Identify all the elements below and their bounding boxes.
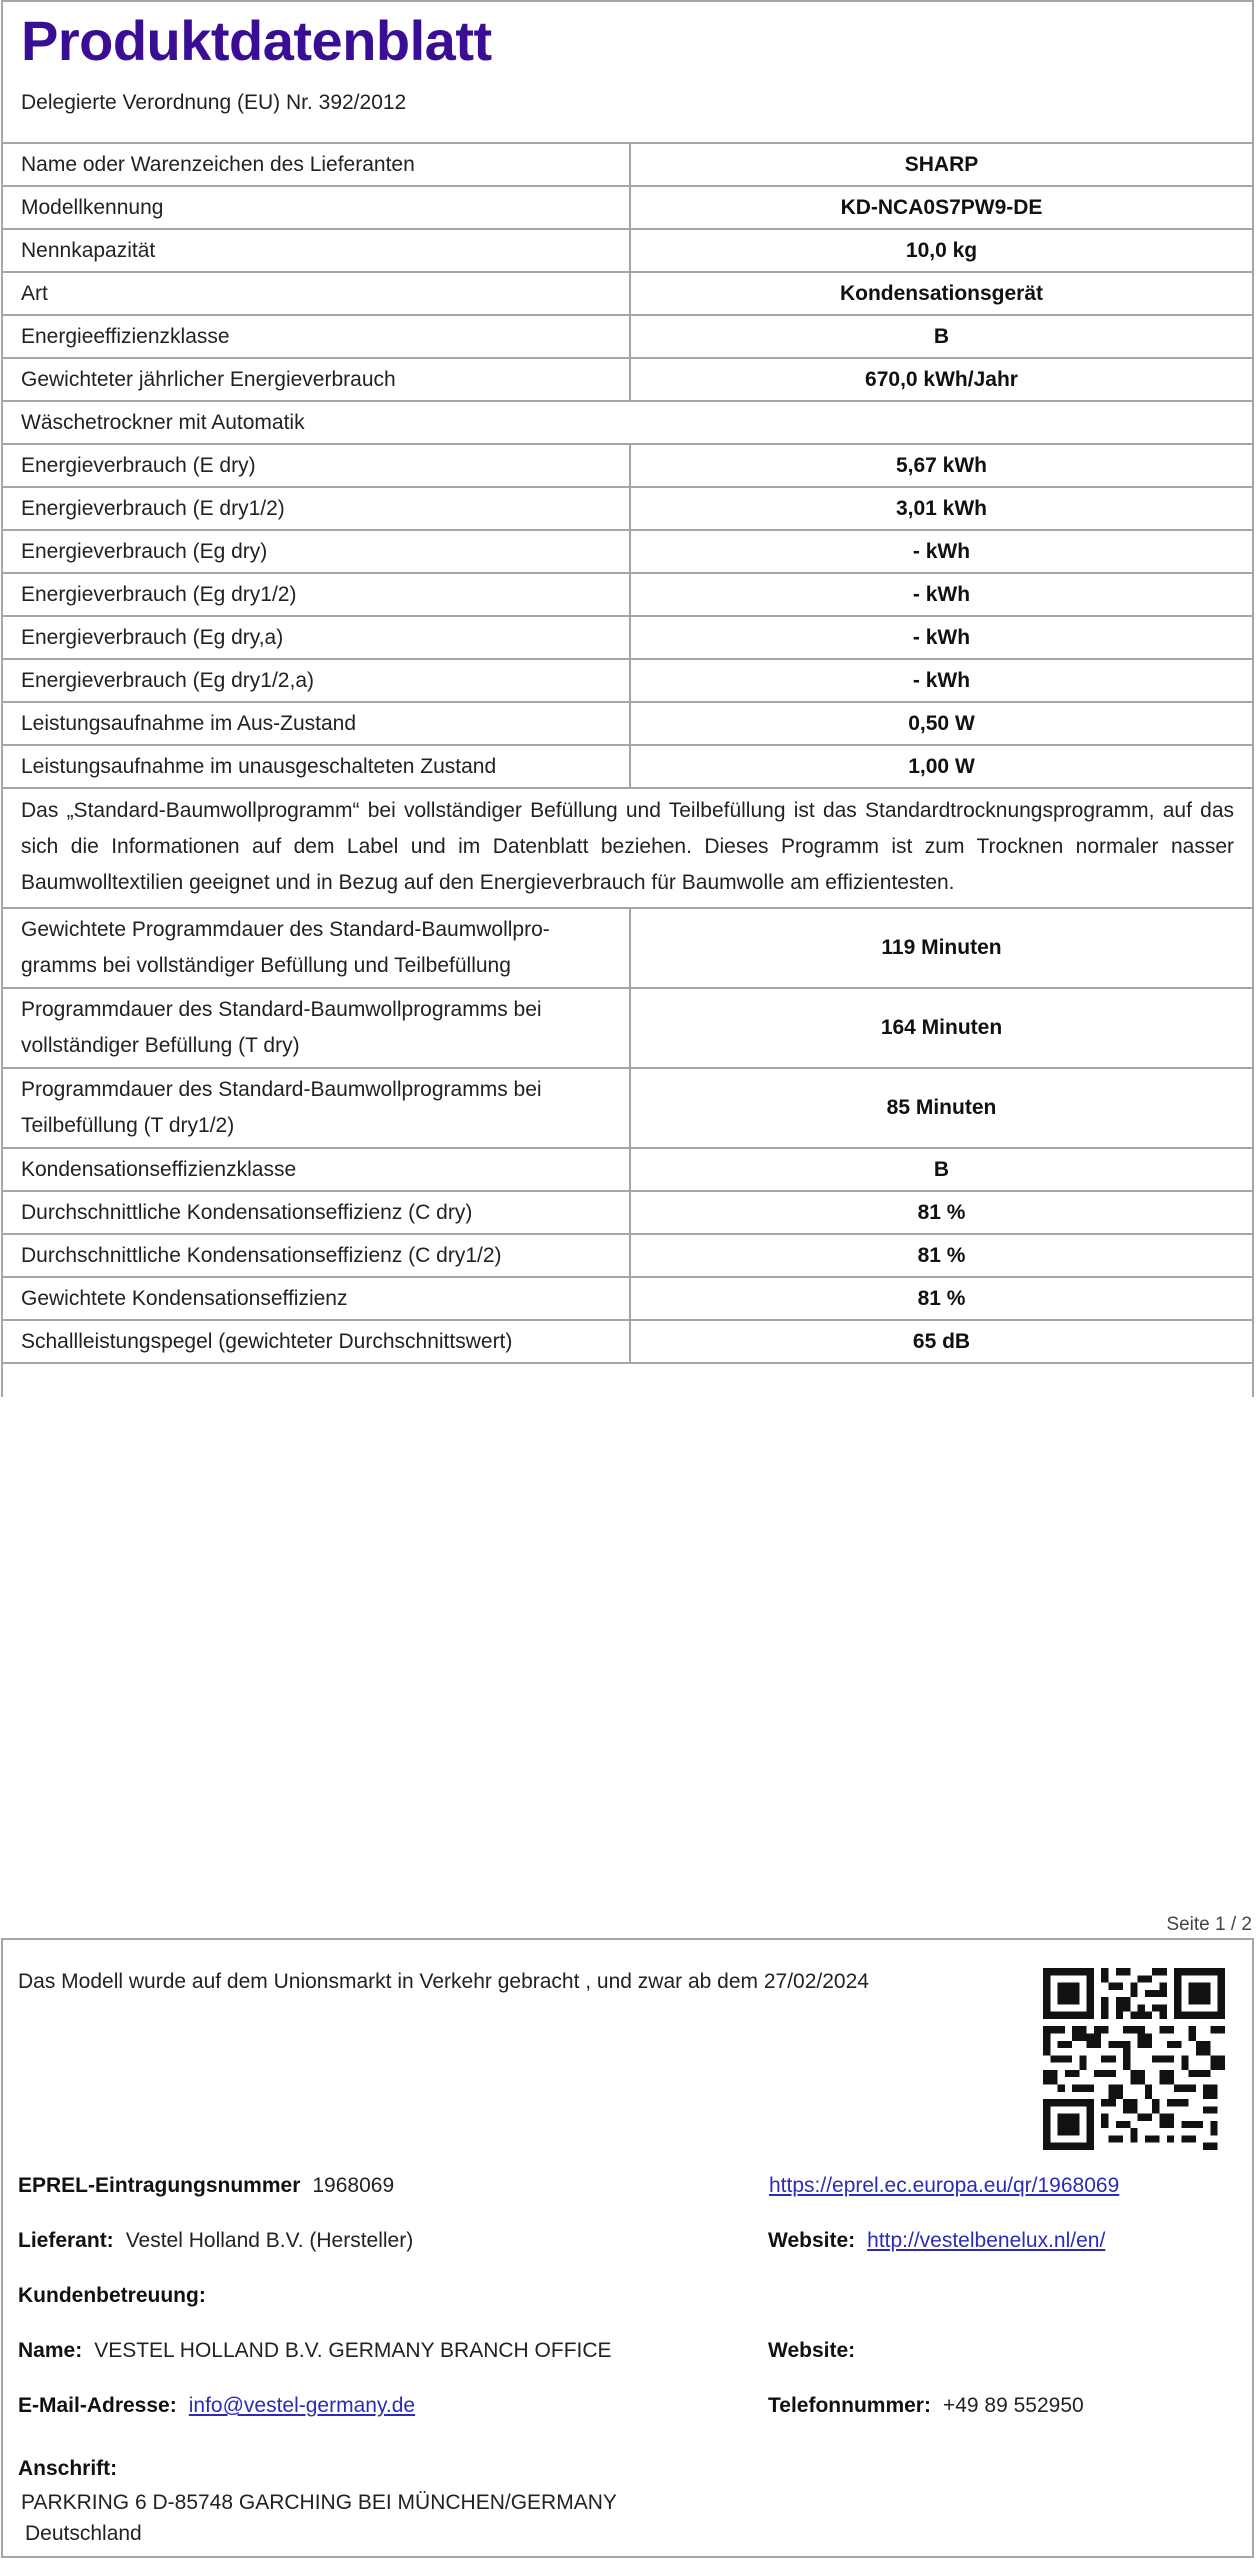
table-row [2, 186, 1253, 229]
table-row [2, 988, 1253, 1068]
page-indicator: Seite 1 / 2 [1166, 1914, 1252, 1935]
table-row [2, 1320, 1253, 1363]
row-value: 81 % [630, 1191, 1253, 1234]
row-value: B [630, 315, 1253, 358]
row-value: 10,0 kg [630, 229, 1253, 272]
product-data-sheet [1, 0, 1254, 1397]
eprel-label: EPREL-Eintragungsnummer [18, 2174, 301, 2197]
qr-code-icon[interactable] [1043, 1968, 1225, 2150]
address-label: Anschrift: [18, 2457, 118, 2480]
table-row [2, 444, 1253, 487]
row-value: 5,67 kWh [630, 444, 1253, 487]
supplier-name: Vestel Holland B.V. (Hersteller) [125, 2229, 414, 2252]
row-value: 81 % [630, 1277, 1253, 1320]
row-label: Nennkapazität [2, 229, 630, 272]
support-website-row [768, 2339, 867, 2363]
row-value: - kWh [630, 530, 1253, 573]
standard-program-note: Das „Standard-Baumwollprogramm“ bei vollständiger Befüllung und Teilbefüllung ist das Standardtrocknungsprogramm, auf das sich die Informationen auf dem Label und im Datenblatt beziehen. Dieses Programm ist zum Trocknen normaler nasser Baumwolltextilien geeignet und in Bezug auf den Energieverbrauch für Baumwolle am effizientesten. [2, 788, 1253, 908]
row-label: Energieverbrauch (Eg dry1/2,a) [2, 659, 630, 702]
row-value: - kWh [630, 616, 1253, 659]
row-value: 164 Minuten [630, 988, 1253, 1068]
row-value: 119 Minuten [630, 908, 1253, 988]
eprel-registration [18, 2174, 394, 2198]
table-row [2, 573, 1253, 616]
supplier-label: Lieferant: [18, 2229, 114, 2252]
table-row [2, 487, 1253, 530]
row-label: Energieeffizienzklasse [2, 315, 630, 358]
eprel-link[interactable]: https://eprel.ec.europa.eu/qr/1968069 [769, 2174, 1120, 2197]
email-label: E-Mail-Adresse: [18, 2394, 177, 2417]
supplier-row [18, 2229, 413, 2253]
support-website-label: Website: [768, 2339, 856, 2362]
page-title: Produktdatenblatt [21, 9, 492, 72]
table-row [2, 1068, 1253, 1148]
table-row [2, 229, 1253, 272]
row-label: Gewichtete Programmdauer des Standard-Baumwollprogramms bei vollständiger Befüllung und Teilbefüllung [2, 908, 630, 988]
table-row [2, 745, 1253, 788]
note-row [2, 788, 1253, 908]
row-label: Energieverbrauch (E dry1/2) [2, 487, 630, 530]
row-value: 85 Minuten [630, 1068, 1253, 1148]
row-value: Kondensationsgerät [630, 272, 1253, 315]
row-label: Programmdauer des Standard-Baumwollprogramms bei Teilbefüllung (T dry1/2) [2, 1068, 630, 1148]
table-row [2, 1234, 1253, 1277]
spec-table [1, 142, 1254, 1364]
regulation-subtitle: Delegierte Verordnung (EU) Nr. 392/2012 [21, 91, 407, 114]
email-link[interactable]: info@vestel-germany.de [188, 2394, 416, 2417]
row-label: Leistungsaufnahme im unausgeschalteten Zustand [2, 745, 630, 788]
row-label: Gewichtete Kondensationseffizienz [2, 1277, 630, 1320]
table-row [2, 315, 1253, 358]
row-label: Energieverbrauch (Eg dry,a) [2, 616, 630, 659]
address-line-1: PARKRING 6 D-85748 GARCHING BEI MÜNCHEN/GERMANY [21, 2491, 617, 2514]
sheet-header [3, 2, 1252, 142]
section-row [2, 401, 1253, 444]
table-row [2, 530, 1253, 573]
market-date-text: Das Modell wurde auf dem Unionsmarkt in Verkehr gebracht , und zwar ab dem 27/02/2024 [18, 1970, 869, 1993]
row-value: SHARP [630, 143, 1253, 186]
table-row [2, 1148, 1253, 1191]
row-value: KD-NCA0S7PW9-DE [630, 186, 1253, 229]
row-label: Modellkennung [2, 186, 630, 229]
row-value: 65 dB [630, 1320, 1253, 1363]
table-row [2, 616, 1253, 659]
support-heading-row [18, 2284, 218, 2308]
row-label: Gewichteter jährlicher Energieverbrauch [2, 358, 630, 401]
support-name-row [18, 2339, 612, 2363]
row-value: 3,01 kWh [630, 487, 1253, 530]
footer-info-box [1, 1938, 1254, 2558]
row-label: Energieverbrauch (E dry) [2, 444, 630, 487]
row-label: Programmdauer des Standard-Baumwollprogramms bei vollständiger Befüllung (T dry) [2, 988, 630, 1068]
row-value: - kWh [630, 659, 1253, 702]
table-row [2, 908, 1253, 988]
row-value: 81 % [630, 1234, 1253, 1277]
supplier-website-row [768, 2229, 1105, 2253]
section-heading-automatic: Wäschetrockner mit Automatik [2, 401, 1253, 444]
table-row [2, 659, 1253, 702]
support-name-label: Name: [18, 2339, 83, 2362]
table-row [2, 1277, 1253, 1320]
eprel-link-row [769, 2174, 1119, 2198]
row-label: Leistungsaufnahme im Aus-Zustand [2, 702, 630, 745]
eprel-number: 1968069 [312, 2174, 395, 2197]
row-label: Kondensationseffizienzklasse [2, 1148, 630, 1191]
table-row [2, 1191, 1253, 1234]
row-value: - kWh [630, 573, 1253, 616]
row-label: Durchschnittliche Kondensationseffizienz (C dry) [2, 1191, 630, 1234]
table-row [2, 358, 1253, 401]
row-label: Energieverbrauch (Eg dry1/2) [2, 573, 630, 616]
row-label: Durchschnittliche Kondensationseffizienz (C dry1/2) [2, 1234, 630, 1277]
phone-value: +49 89 552950 [942, 2394, 1084, 2417]
table-row [2, 702, 1253, 745]
row-label: Schallleistungspegel (gewichteter Durchschnittswert) [2, 1320, 630, 1363]
phone-label: Telefonnummer: [768, 2394, 931, 2417]
row-value: 0,50 W [630, 702, 1253, 745]
supplier-website-link[interactable]: http://vestelbenelux.nl/en/ [867, 2229, 1106, 2252]
address-heading-row [18, 2457, 129, 2481]
support-email-row [18, 2394, 415, 2418]
row-label: Art [2, 272, 630, 315]
table-row [2, 272, 1253, 315]
customer-support-heading: Kundenbetreuung: [18, 2284, 206, 2307]
supplier-website-label: Website: [768, 2229, 856, 2252]
support-name-value: VESTEL HOLLAND B.V. GERMANY BRANCH OFFICE [94, 2339, 612, 2362]
address-line-2: Deutschland [25, 2522, 142, 2545]
row-label: Name oder Warenzeichen des Lieferanten [2, 143, 630, 186]
row-value: B [630, 1148, 1253, 1191]
row-value: 670,0 kWh/Jahr [630, 358, 1253, 401]
row-label: Energieverbrauch (Eg dry) [2, 530, 630, 573]
row-value: 1,00 W [630, 745, 1253, 788]
support-phone-row [768, 2394, 1084, 2418]
table-row [2, 143, 1253, 186]
